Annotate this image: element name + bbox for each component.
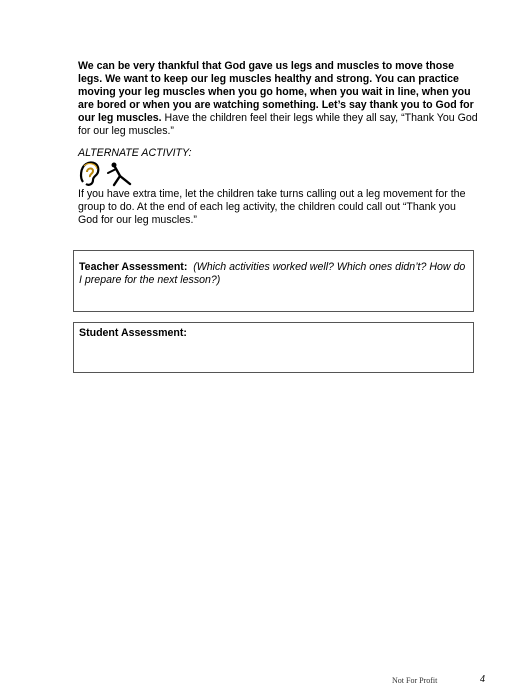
stretching-person-icon <box>108 163 130 186</box>
alternate-activity-text: If you have extra time, let the children take turns calling out a leg movement for the group to do. At the end of each leg activity, the children could call out “Thank you God for our leg muscles.” <box>78 188 466 226</box>
paragraph-bold-text: We can be very thankful that God gave us legs and muscles to move those legs. We want to keep our leg muscles healthy and strong. You can practice moving your leg muscles when you go home, when you wait in line, when you are bored or when you are watching something. Let’s say thank you to God for our leg muscles. <box>78 60 474 124</box>
page-number: 4 <box>480 674 485 685</box>
student-assessment-label: Student Assessment: <box>79 327 187 339</box>
activity-icons <box>78 160 138 188</box>
lesson-paragraph <box>78 60 478 138</box>
teacher-assessment-label: Teacher Assessment: <box>79 261 188 273</box>
footer-text: Not For Profit <box>392 676 438 685</box>
teacher-assessment-prompt: (Which activities worked well? Which ones didn’t? How do I prepare for the next lesson?) <box>79 261 466 286</box>
alternate-activity-title: ALTERNATE ACTIVITY: <box>78 147 192 159</box>
ear-icon <box>81 162 98 184</box>
teacher-assessment-box <box>73 250 474 312</box>
paragraph-normal-text: Have the children feel their legs while they all say, “Thank You God for our leg muscles.” <box>78 112 478 137</box>
student-assessment-box <box>73 322 474 373</box>
